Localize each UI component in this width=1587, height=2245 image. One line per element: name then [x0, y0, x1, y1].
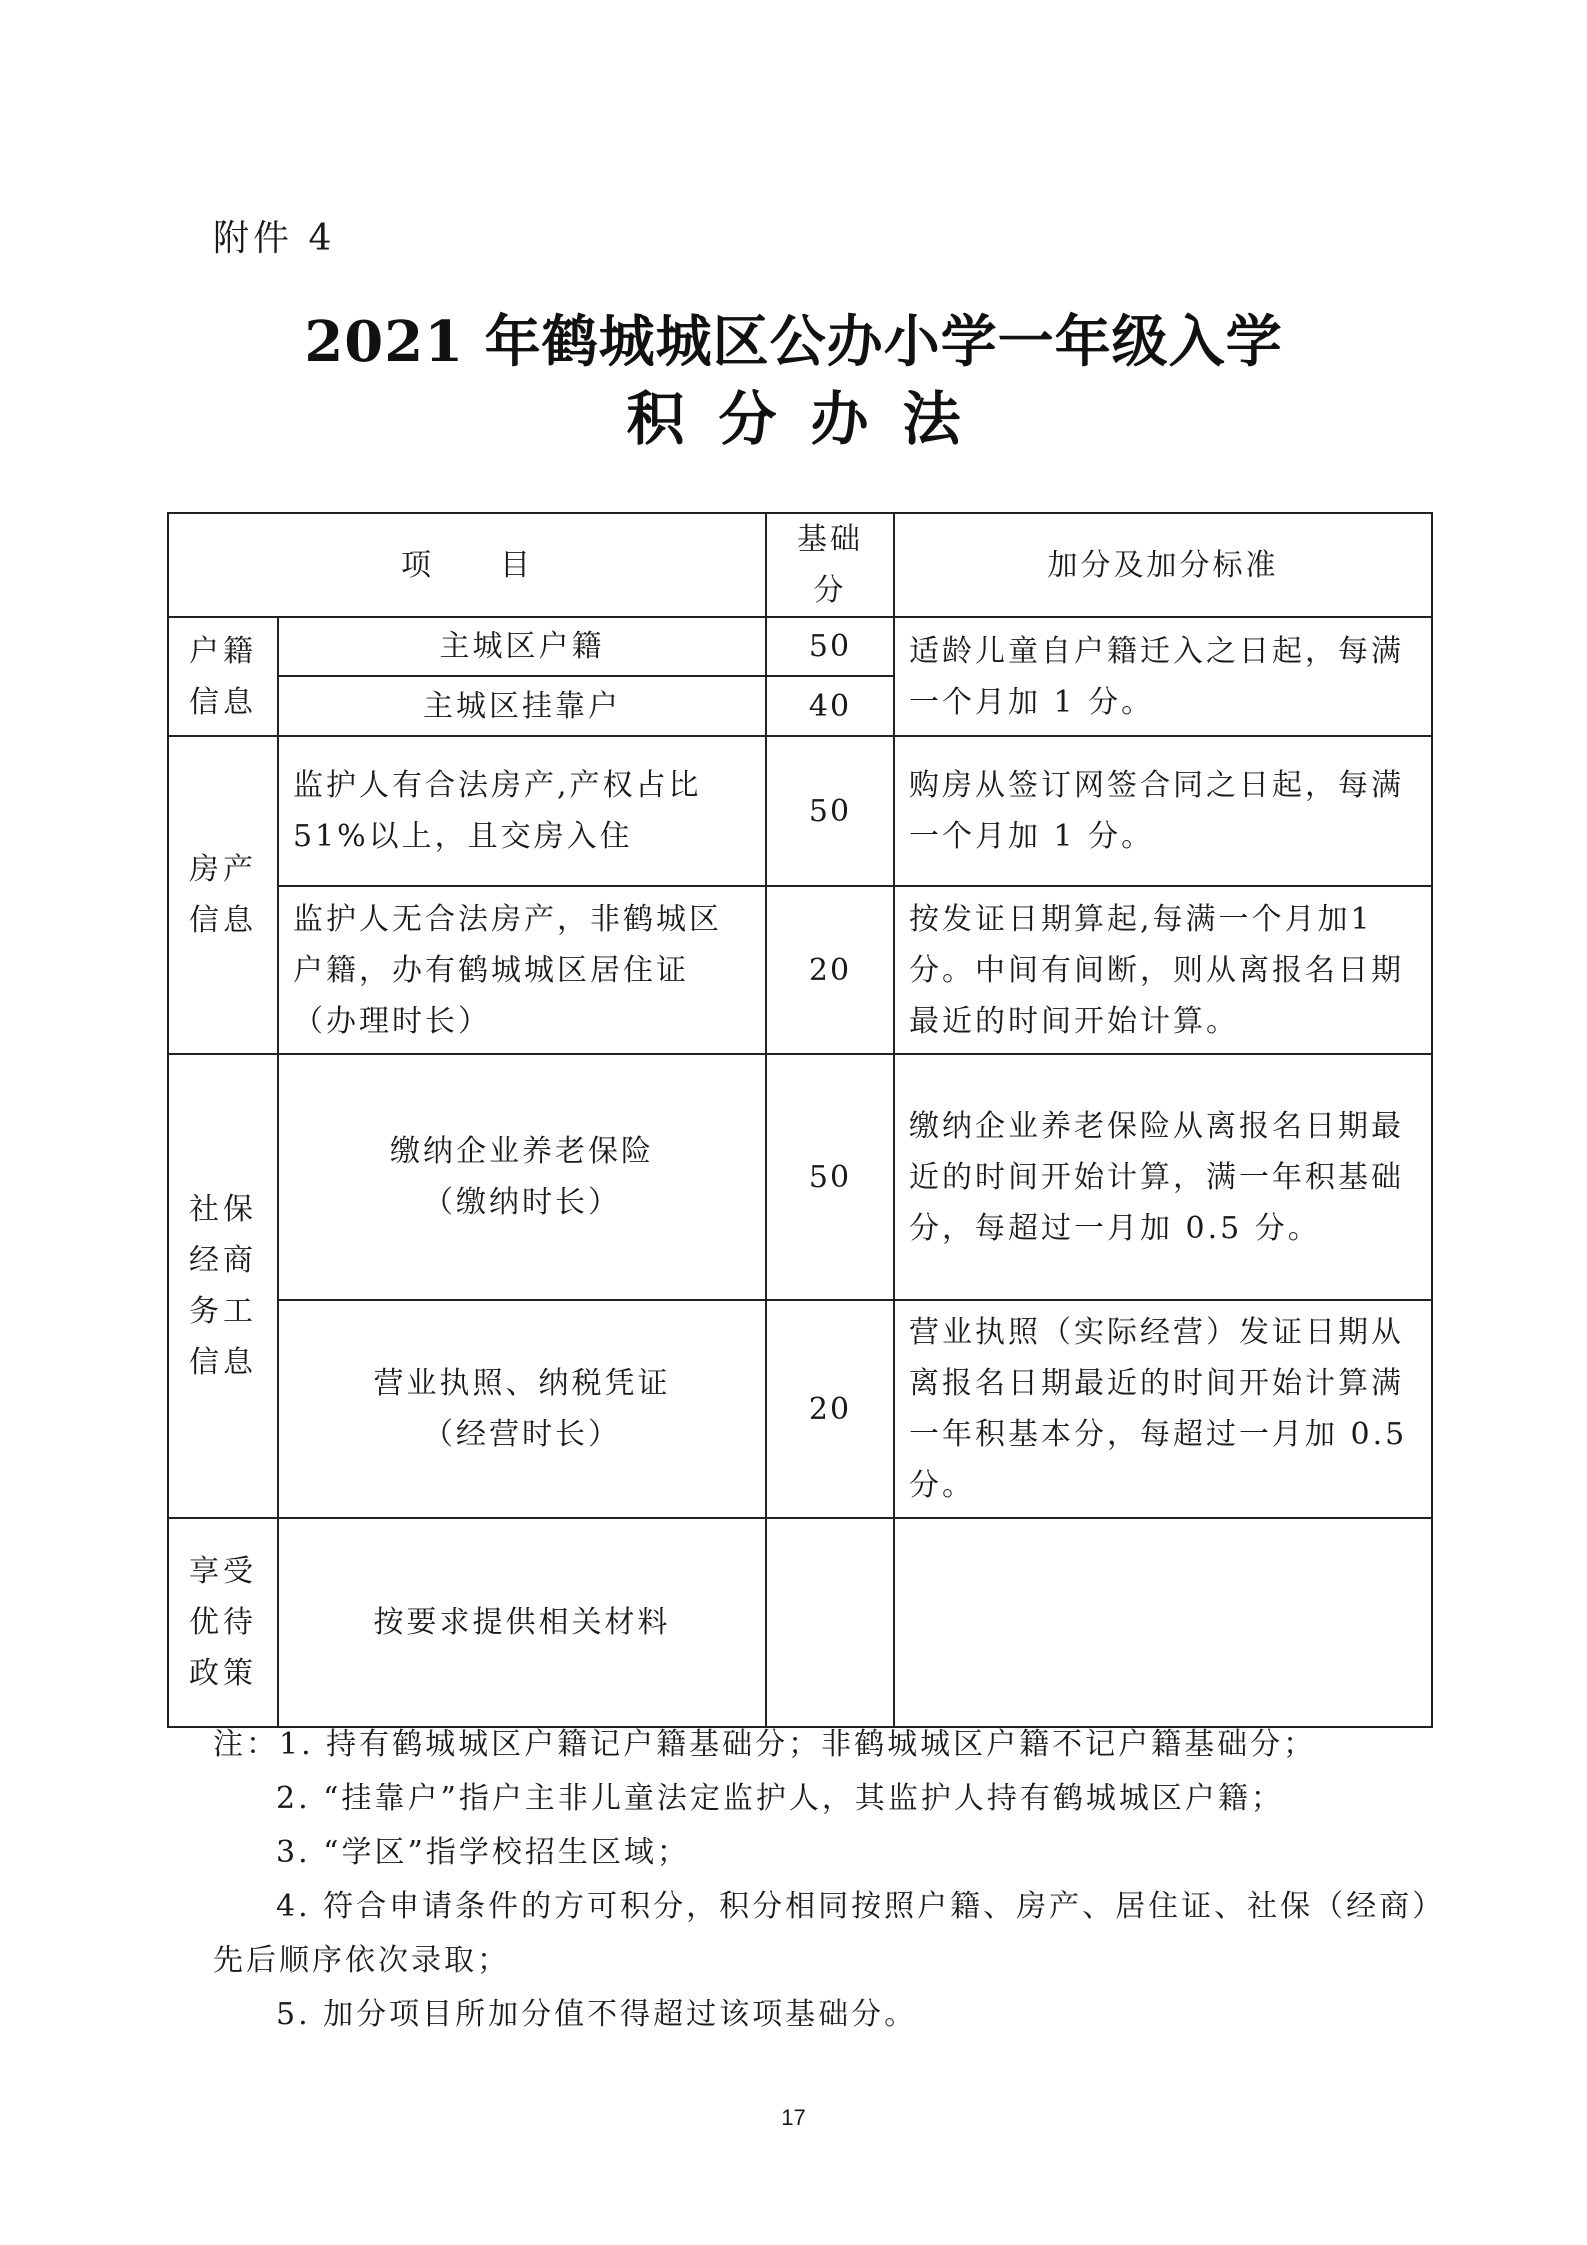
note-3: 3. “学区”指学校招生区域； — [276, 1835, 690, 1870]
header-bonus-standard: 加分及加分标准 — [894, 513, 1432, 617]
standard-cell: 缴纳企业养老保险从离报名日期最近的时间开始计算，满一年积基础分，每超过一月加 0.5 分。 — [894, 1054, 1432, 1300]
item-cell: 监护人有合法房产,产权占比 51%以上，且交房入住 — [278, 736, 766, 886]
document-subtitle: 积分办法 — [626, 385, 995, 453]
item-cell: 监护人无合法房产，非鹤城区户籍，办有鹤城城区居住证（办理时长） — [278, 886, 766, 1054]
category-social-security: 社保 经商 务工 信息 — [168, 1054, 278, 1518]
page-number: 17 — [781, 2105, 806, 2130]
item-cell: 主城区挂靠户 — [278, 676, 766, 736]
base-score-cell: 50 — [766, 617, 894, 676]
table-row — [168, 617, 1432, 676]
table-row — [168, 1054, 1432, 1300]
standard-cell: 适龄儿童自户籍迁入之日起，每满一个月加 1 分。 — [894, 617, 1432, 736]
base-score-cell: 50 — [766, 1054, 894, 1300]
item-cell: 缴纳企业养老保险 （缴纳时长） — [278, 1054, 766, 1300]
item-cell: 主城区户籍 — [278, 617, 766, 676]
category-housing: 房产 信息 — [168, 736, 278, 1054]
table-row — [168, 886, 1432, 1054]
base-score-cell — [766, 1518, 894, 1727]
table-row — [168, 1518, 1432, 1727]
attachment-label: 附件 4 — [213, 218, 336, 259]
table-row — [168, 1300, 1432, 1518]
item-cell: 营业执照、纳税凭证 （经营时长） — [278, 1300, 766, 1518]
note-5: 5. 加分项目所加分值不得超过该项基础分。 — [276, 1997, 918, 2032]
note-4: 4. 符合申请条件的方可积分，积分相同按照户籍、房产、居住证、社保（经商） — [276, 1889, 1446, 1924]
item-cell: 按要求提供相关材料 — [278, 1518, 766, 1727]
category-preferential-policy: 享受 优待 政策 — [168, 1518, 278, 1727]
table-header-row — [168, 513, 1432, 617]
base-score-cell: 40 — [766, 676, 894, 736]
document-title: 2021 年鹤城城区公办小学一年级入学 — [304, 309, 1283, 375]
table-row — [168, 736, 1432, 886]
note-1: 注：1. 持有鹤城城区户籍记户籍基础分；非鹤城城区户籍不记户籍基础分； — [213, 1727, 1317, 1762]
standard-cell: 按发证日期算起,每满一个月加1分。中间有间断，则从离报名日期最近的时间开始计算。 — [894, 886, 1432, 1054]
points-table — [167, 512, 1433, 1728]
base-score-cell: 20 — [766, 1300, 894, 1518]
header-base-score: 基础分 — [766, 513, 894, 617]
standard-cell: 营业执照（实际经营）发证日期从离报名日期最近的时间开始计算满一年积基本分，每超过一月加 0.5 分。 — [894, 1300, 1432, 1518]
notes-section — [213, 1718, 1446, 2042]
base-score-cell: 20 — [766, 886, 894, 1054]
header-item: 项 目 — [168, 513, 766, 617]
note-4-continued: 先后顺序依次录取； — [213, 1943, 510, 1978]
standard-cell — [894, 1518, 1432, 1727]
base-score-cell: 50 — [766, 736, 894, 886]
note-2: 2. “挂靠户”指户主非儿童法定监护人，其监护人持有鹤城城区户籍； — [276, 1781, 1284, 1816]
category-hukou: 户籍 信息 — [168, 617, 278, 736]
standard-cell: 购房从签订网签合同之日起，每满一个月加 1 分。 — [894, 736, 1432, 886]
